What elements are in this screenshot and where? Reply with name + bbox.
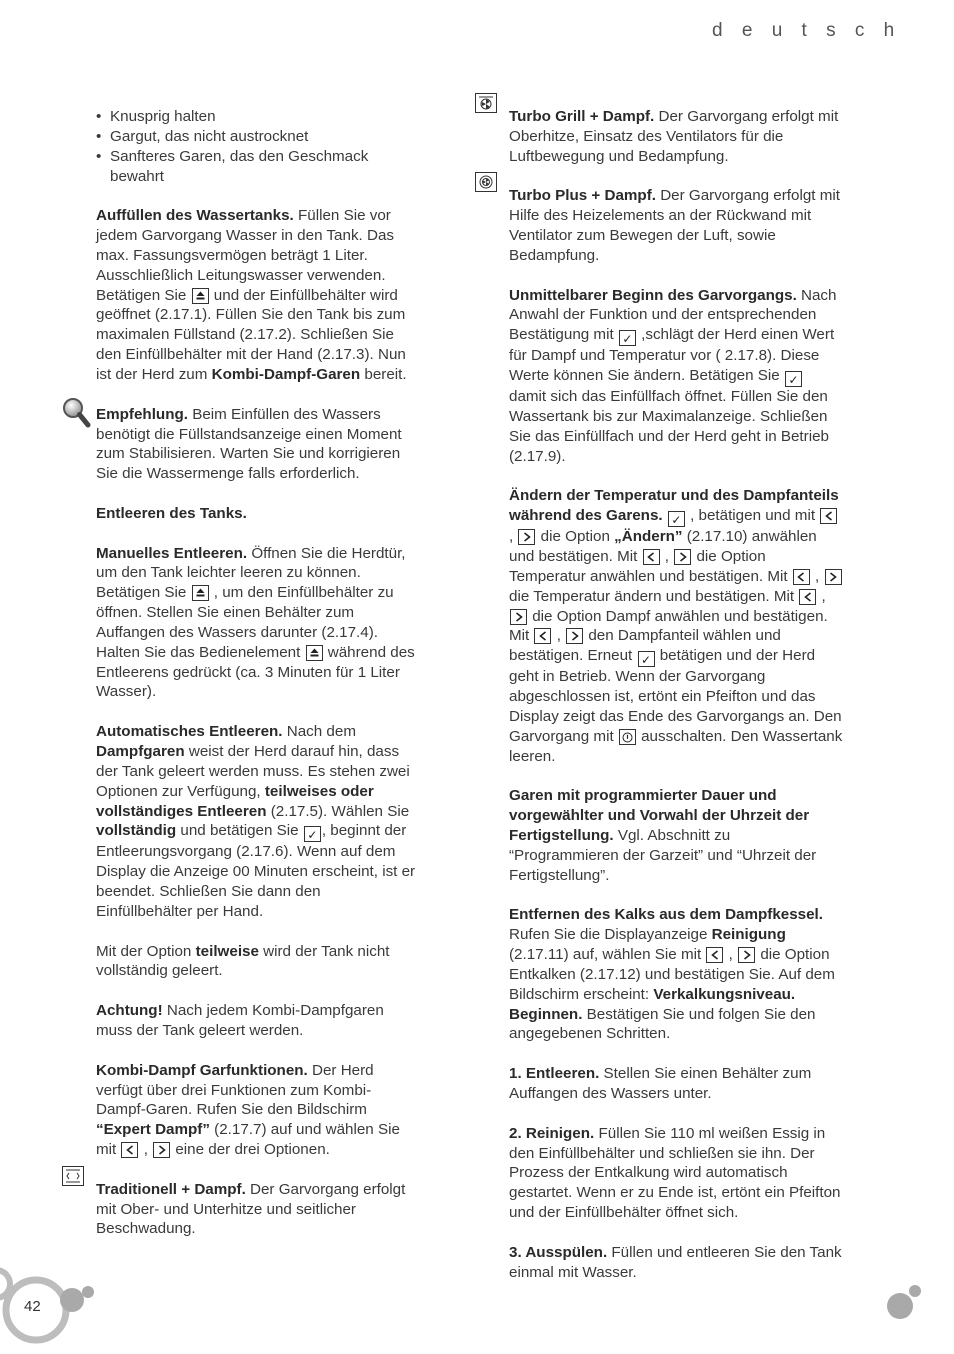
change-heading: Ändern der Temperatur und des Dampfanteils während des Garens. [509, 487, 839, 525]
magnifier-icon [62, 397, 92, 429]
text: , [724, 946, 738, 964]
text: , [139, 1141, 153, 1159]
text: Mit der Option [96, 942, 196, 960]
text: Füllen Sie vor jedem Garvorgang Wasser in den Tank. Das max. Fassungsvermögen beträgt 1 Liter. Ausschließlich Leitungswasser verwenden. Betätigen Sie [96, 207, 394, 304]
chevron-left-icon [793, 569, 810, 585]
chevron-right-icon [674, 549, 691, 565]
text: die Temperatur ändern und bestätigen. Mit [509, 587, 799, 605]
recommendation-heading: Empfehlung. [96, 405, 188, 423]
text: Nach Anwahl der Funktion und der entsprechenden Bestätigung mit [509, 286, 837, 344]
chevron-right-icon [518, 529, 535, 545]
text: Öffnen Sie die Herdtür, um den Tank leichter leeren zu können. Betätigen Sie [96, 544, 406, 602]
chevron-left-icon [820, 508, 837, 524]
list-item: • Knusprig halten [96, 107, 418, 127]
text: , [509, 528, 518, 546]
text: , beginnt der Entleerungsvorgang (2.17.6). Wenn auf dem Display die Anzeige 00 Minuten erscheint, ist er beendet. Schließen Sie dann den Einfüllbehälter per Hand. [96, 822, 416, 920]
text: teilweises oder vollständiges Entleeren [96, 782, 374, 820]
text: die Option Dampf anwählen und bestätigen. Mit [509, 607, 828, 645]
text: eine der drei Optionen. [171, 1141, 330, 1159]
programmed-paragraph [509, 786, 844, 885]
decorative-circles-right [880, 1280, 930, 1330]
text: Füllen und entleeren Sie den Tank einmal mit Wasser. [509, 1243, 842, 1281]
text: betätigen und der Herd geht in Betrieb. Wenn der Garvorgang abgeschlossen ist, ertönt ein Pfeifton und das Display zeigt das Ende des Garvorgangs an. Den Garvorgang mit [509, 647, 842, 745]
turbo-grill-paragraph [509, 107, 844, 167]
text: , [660, 548, 674, 566]
check-icon: ✓ [304, 826, 321, 842]
text: vollständig [96, 822, 177, 840]
partial-paragraph [96, 942, 418, 982]
change-paragraph [509, 486, 844, 766]
text: und betätigen Sie [176, 822, 303, 840]
check-icon: ✓ [638, 651, 655, 667]
check-icon: ✓ [619, 330, 636, 346]
eject-icon [192, 585, 209, 601]
chevron-left-icon [643, 549, 660, 565]
traditional-steam-icon [62, 1166, 84, 1186]
chevron-left-icon [706, 947, 723, 963]
text: , [552, 627, 566, 645]
text: , [810, 567, 824, 585]
step2-heading: 2. Reinigen. [509, 1124, 595, 1142]
text: die Option [536, 528, 615, 546]
manual-empty-paragraph [96, 544, 418, 703]
text: “Expert Dampf” [96, 1121, 210, 1139]
functions-paragraph [96, 1061, 418, 1160]
text: Der Garvorgang erfolgt mit Oberhitze, Einsatz des Ventilators für die Luftbewegung und Bedampfung. [509, 108, 839, 165]
text: (2.17.5). Wählen Sie [266, 802, 410, 820]
text: die Option Temperatur anwählen und bestätigen. Mit [509, 548, 792, 585]
text: damit sich das Einfüllfach öffnet. Füllen Sie den Wassertank bis zur Maximalanzeige. Schließen Sie das Einfüllfach und der Herd geht in Betrieb (2.17.9). [509, 388, 829, 465]
turbo-plus-heading: Turbo Plus + Dampf. [509, 187, 656, 205]
warning-paragraph [96, 1001, 418, 1041]
text: Kombi-Dampf-Garen [211, 365, 361, 383]
functions-heading: Kombi-Dampf Garfunktionen. [96, 1061, 308, 1079]
text: Der Garvorgang erfolgt mit Hilfe des Heizelements an der Rückwand mit Ventilator zum Bewegen der Luft, sowie Bedampfung. [509, 187, 840, 264]
language-label: d e u t s c h [712, 20, 902, 41]
text: die Option Entkalken (2.17.12) und bestätigen Sie. Auf dem Bildschirm erscheint: [509, 946, 835, 1003]
text: Bestätigen Sie und folgen Sie den angegebenen Schritten. [509, 1005, 816, 1043]
chevron-right-icon [153, 1142, 170, 1158]
check-icon: ✓ [668, 511, 685, 527]
check-icon: ✓ [785, 371, 802, 387]
tank-fill-paragraph [96, 206, 418, 385]
text: den Dampfanteil wählen und bestätigen. Erneut [509, 627, 781, 665]
descale-paragraph [509, 905, 844, 1044]
step3-heading: 3. Ausspülen. [509, 1243, 608, 1261]
immediate-heading: Unmittelbarer Beginn des Garvorgangs. [509, 286, 797, 304]
left-column [96, 107, 418, 1259]
text: Reinigung [711, 926, 786, 944]
text: ausschalten. Den Wassertank leeren. [509, 727, 843, 765]
text: Dampfgaren [96, 743, 185, 760]
recommendation-paragraph [96, 405, 418, 484]
text: , betätigen und mit [685, 507, 820, 525]
traditional-heading: Traditionell + Dampf. [96, 1180, 246, 1198]
text: Füllen Sie 110 ml weißen Essig in den Einfüllbehälter und schließen sie ihn. Der Prozess der Entkalkung wird automatisch gestartet. Wenn er zu Ende ist, ertönt ein Pfeifton und der Einfüllbehälter öffnet sich. [509, 1124, 841, 1222]
text: (2.17.7) auf und wählen Sie mit [96, 1121, 400, 1159]
list-item: • Gargut, das nicht austrocknet [96, 127, 418, 147]
tank-fill-heading: Auffüllen des Wassertanks. [96, 207, 294, 225]
text: Nach jedem Kombi-Dampfgaren muss der Tank geleert werden. [96, 1002, 384, 1039]
decorative-circles-left [0, 1262, 100, 1354]
text: (2.17.10) anwählen und bestätigen. Mit [509, 528, 817, 566]
immediate-paragraph [509, 286, 844, 467]
text: teilweise [195, 942, 259, 960]
text: Vgl. Abschnitt zu “Programmieren der Garzeit” und “Uhrzeit der Fertigstellung”. [509, 827, 817, 884]
text: bereit. [360, 365, 407, 383]
chevron-right-icon [738, 947, 755, 963]
text: Verkalkungsniveau. Beginnen. [509, 985, 796, 1023]
list-item: • Sanfteres Garen, das den Geschmack bewahrt [96, 147, 418, 187]
text: , [817, 587, 826, 605]
page-number: 42 [24, 1298, 41, 1315]
text: Rufen Sie die Displayanzeige [509, 926, 712, 944]
text: Beim Einfüllen des Wassers benötigt die Füllstandsanzeige einen Moment zum Stabilisieren. Warten Sie und korrigieren Sie die Wassermenge falls erforderlich. [96, 405, 402, 483]
text: Nach dem [282, 723, 356, 741]
auto-empty-paragraph [96, 722, 418, 922]
step3-paragraph [509, 1243, 844, 1283]
step2-paragraph [509, 1124, 844, 1223]
text: weist der Herd darauf hin, dass der Tank geleert werden muss. Es stehen zwei Optionen zur Verfügung, [96, 743, 410, 800]
text: (2.17.11) auf, wählen Sie mit [509, 946, 706, 964]
chevron-right-icon [566, 628, 583, 644]
chevron-right-icon [510, 609, 527, 625]
chevron-left-icon [121, 1142, 138, 1158]
text: Stellen Sie einen Behälter zum Auffangen des Wassers unter. [509, 1065, 812, 1102]
text: Der Herd verfügt über drei Funktionen zum Kombi-Dampf-Garen. Rufen Sie den Bildschirm [96, 1061, 374, 1119]
auto-heading: Automatisches Entleeren. [96, 723, 283, 741]
power-icon [619, 729, 636, 745]
turbo-grill-heading: Turbo Grill + Dampf. [509, 108, 655, 125]
text: , um den Einfüllbehälter zu öffnen. Stellen Sie einen Behälter zum Auffangen des Wassers darunter (2.17.4). Halten Sie das Bedienelement [96, 584, 394, 661]
manual-heading: Manuelles Entleeren. [96, 544, 248, 562]
text: und der Einfüllbehälter wird geöffnet (2.17.1). Füllen Sie den Tank bis zum maximalen Füllstand (2.17.2). Schließen Sie den Einfüllbehälter mit der Hand (2.17.3). Nun ist der Herd zum [96, 286, 406, 383]
text: „Ändern” [614, 528, 683, 546]
right-column [509, 107, 844, 1302]
text: wird der Tank nicht vollständig geleert. [96, 942, 390, 980]
chevron-right-icon [825, 569, 842, 585]
turbo-plus-paragraph [509, 186, 844, 265]
benefits-list [96, 107, 418, 186]
warning-heading: Achtung! [96, 1002, 163, 1020]
turbo-grill-icon [475, 93, 497, 113]
text: ,schlägt der Herd einen Wert für Dampf und Temperatur vor ( 2.17.8). Diese Werte können Sie ändern. Betätigen Sie [509, 326, 835, 385]
text: während des Entleerens gedrückt (ca. 3 Minuten für 1 Liter Wasser). [96, 643, 415, 701]
programmed-heading: Garen mit programmierter Dauer und vorgewählter und Vorwahl der Uhrzeit der Fertigstellung. [509, 787, 810, 844]
chevron-left-icon [799, 589, 816, 605]
descale-heading: Entfernen des Kalks aus dem Dampfkessel. [509, 906, 823, 924]
empty-heading-paragraph [96, 504, 418, 524]
step1-paragraph [509, 1064, 844, 1104]
turbo-plus-icon [475, 172, 497, 192]
step1-heading: 1. Entleeren. [509, 1065, 600, 1083]
eject-icon [192, 288, 209, 304]
text: Der Garvorgang erfolgt mit Ober- und Unterhitze und seitlicher Beschwadung. [96, 1180, 406, 1238]
chevron-left-icon [534, 628, 551, 644]
eject-icon [306, 645, 323, 661]
traditional-paragraph [96, 1180, 418, 1240]
empty-heading: Entleeren des Tanks. [96, 504, 247, 522]
